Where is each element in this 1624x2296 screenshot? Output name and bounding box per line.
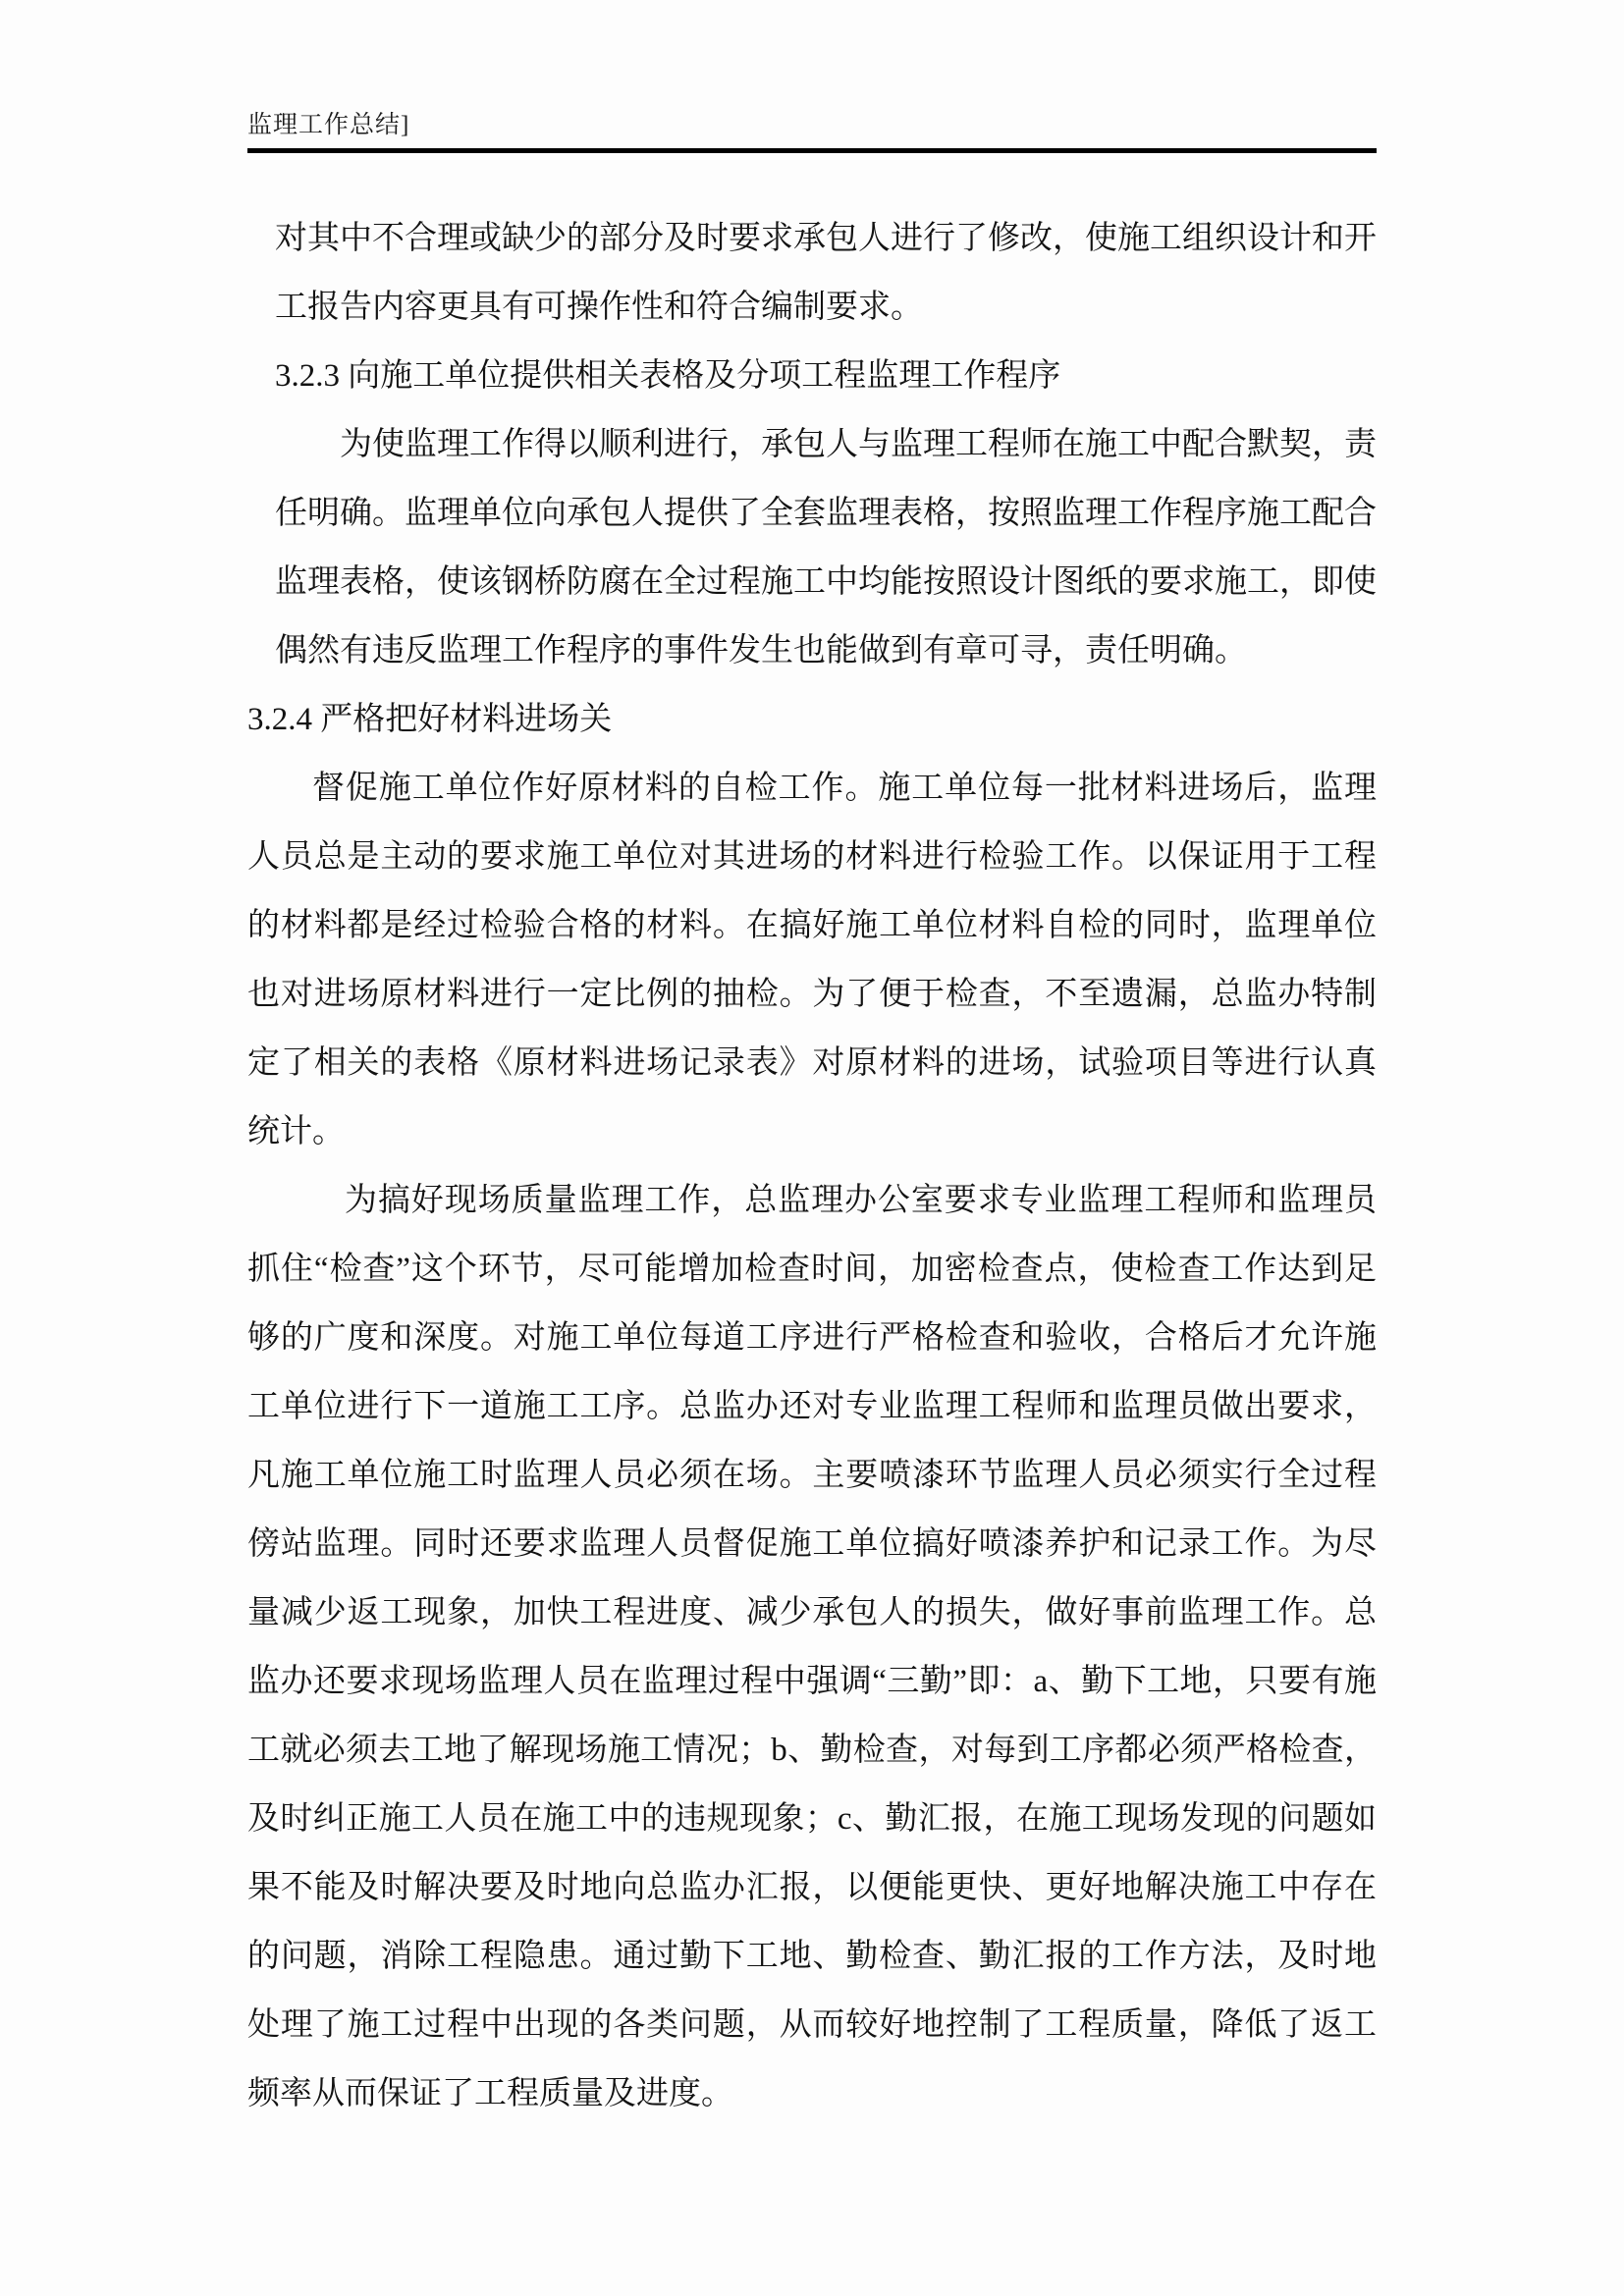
document-body [247, 204, 1377, 2128]
paragraph-continuation: 对其中不合理或缺少的部分及时要求承包人进行了修改，使施工组织设计和开工报告内容更具有可操作性和符合编制要求。 [275, 221, 1377, 325]
paragraph-material-inspection: 督促施工单位作好原材料的自检工作。施工单位每一批材料进场后，监理人员总是主动的要求施工单位对其进场的材料进行检验工作。以保证用于工程的材料都是经过检验合格的材料。在搞好施工单位材料自检的同时，监理单位也对进场原材料进行一定比例的抽检。为了便于检查，不至遗漏，总监办特制定了相关的表格《原材料进场记录表》对原材料的进场，试验项目等进行认真统计。 [247, 771, 1377, 1149]
paragraph-supervision-forms: 为使监理工作得以顺利进行，承包人与监理工程师在施工中配合默契，责任明确。监理单位向承包人提供了全套监理表格，按照监理工作程序施工配合监理表格，使该钢桥防腐在全过程施工中均能按照设计图纸的要求施工，即使偶然有违反监理工作程序的事件发生也能做到有章可寻，责任明确。 [275, 427, 1377, 668]
heading-3-2-3: 3.2.3 向施工单位提供相关表格及分项工程监理工作程序 [275, 358, 1061, 394]
heading-3-2-4: 3.2.4 严格把好材料进场关 [247, 702, 613, 737]
section-3-2-3 [275, 204, 1377, 685]
paragraph-site-quality-supervision: 为搞好现场质量监理工作，总监理办公室要求专业监理工程师和监理员抓住“检查”这个环节，尽可能增加检查时间，加密检查点，使检查工作达到足够的广度和深度。对施工单位每道工序进行严格检查和验收，合格后才允许施工单位进行下一道施工工序。总监办还对专业监理工程师和监理员做出要求，凡施工单位施工时监理人员必须在场。主要喷漆环节监理人员必须实行全过程傍站监理。同时还要求监理人员督促施工单位搞好喷漆养护和记录工作。为尽量减少返工现象，加快工程进度、减少承包人的损失，做好事前监理工作。总监办还要求现场监理人员在监理过程中强调“三勤”即：a、勤下工地，只要有施工就必须去工地了解现场施工情况；b、勤检查，对每到工序都必须严格检查，及时纠正施工人员在施工中的违规现象；c、勤汇报，在施工现场发现的问题如果不能及时解决要及时地向总监办汇报，以便能更快、更好地解决施工中存在的问题，消除工程隐患。通过勤下工地、勤检查、勤汇报的工作方法，及时地处理了施工过程中出现的各类问题，从而较好地控制了工程质量，降低了返工频率从而保证了工程质量及进度。 [247, 1183, 1377, 2111]
page-header [247, 110, 1377, 141]
header-rule [247, 148, 1377, 153]
section-3-2-4 [247, 685, 1377, 2128]
page-header-title: 监理工作总结] [247, 112, 410, 138]
